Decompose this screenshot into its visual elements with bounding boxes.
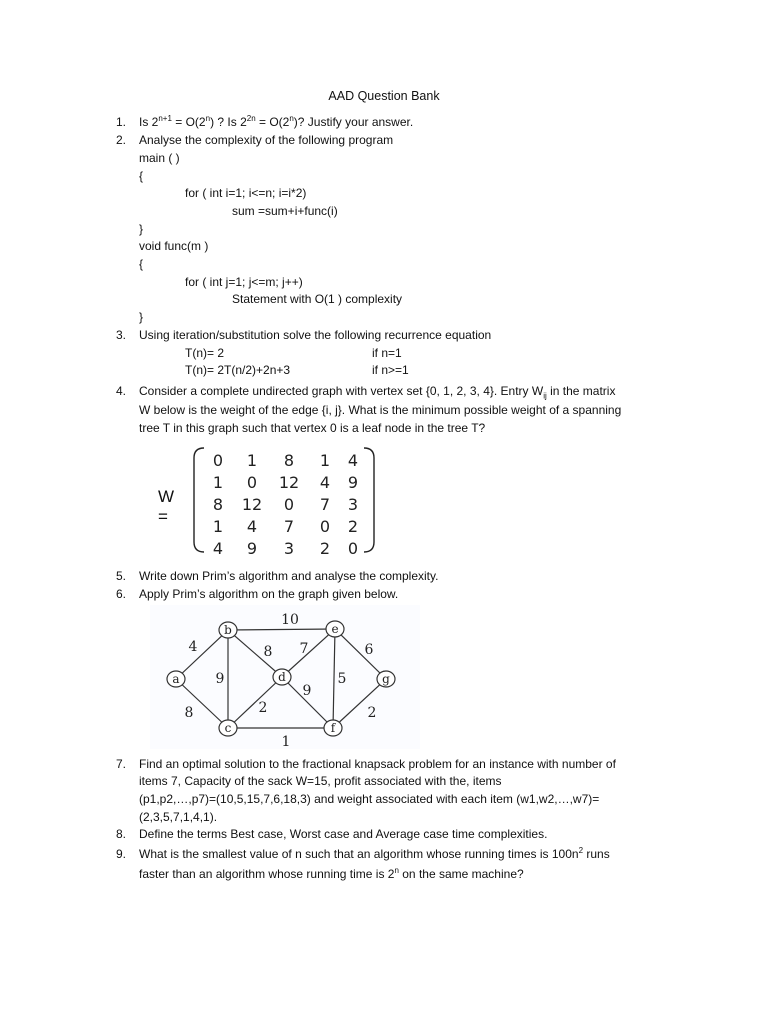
q7-text-line: (2,3,5,7,1,4,1). [139, 810, 218, 824]
q3-text: Using iteration/substitution solve the following recurrence equation [139, 328, 492, 342]
node-f-label: f [330, 721, 336, 735]
q2-number: 2. [116, 133, 127, 147]
matrix-cell: 4 [246, 517, 258, 536]
q6-text: Apply Prim’s algorithm on the graph given below. [139, 587, 399, 601]
q1-sup: n [205, 114, 211, 123]
q4-text-line: W below is the weight of the edge {i, j}. What is the minimum possible weight of a spanning [139, 403, 622, 417]
q4-text-line: tree T in this graph such that vertex 0 is a leaf node in the tree T? [139, 421, 486, 435]
matrix-cell: 1 [319, 451, 331, 470]
q1-part: = O(2 [171, 115, 206, 129]
matrix-cell: 4 [347, 451, 359, 470]
weight-fg: 2 [367, 705, 377, 721]
q4-sub: ij [543, 391, 547, 401]
matrix-cell: 3 [283, 539, 295, 558]
matrix-cell: 12 [241, 495, 263, 514]
prim-graph [150, 605, 420, 755]
matrix-cell: 3 [347, 495, 359, 514]
q4-part: Consider a complete undirected graph with vertex set {0, 1, 2, 3, 4}. Entry W [139, 384, 544, 398]
matrix-left-bracket [194, 448, 204, 552]
node-e-label: e [331, 622, 339, 636]
matrix-cell: 12 [278, 473, 300, 492]
matrix-cell: 2 [319, 539, 331, 558]
q1-text [139, 114, 413, 130]
weight-cf: 1 [281, 734, 291, 750]
q9-part: on the same machine? [398, 867, 524, 881]
matrix-right-bracket [364, 448, 374, 552]
matrix-cell: 9 [246, 539, 258, 558]
q9-sup: n [394, 866, 399, 875]
q4-part: in the matrix [546, 384, 616, 398]
q6-number: 6. [116, 587, 127, 601]
code-line: for ( int j=1; j<=m; j++) [185, 275, 303, 289]
code-line: void func(m ) [139, 239, 209, 253]
q1-sup: 2n [246, 114, 256, 123]
q8-number: 8. [116, 827, 127, 841]
matrix-cell: 0 [319, 517, 331, 536]
page-title: AAD Question Bank [328, 89, 440, 103]
weight-df: 9 [302, 683, 312, 699]
weight-ab: 4 [188, 639, 198, 655]
matrix-cell: 1 [246, 451, 258, 470]
code-line: sum =sum+i+func(i) [232, 204, 338, 218]
q9-part: runs [583, 847, 610, 861]
node-d-label: d [278, 670, 286, 684]
code-line: for ( int i=1; i<=n; i=i*2) [185, 186, 307, 200]
q1-part: Is 2 [139, 115, 159, 129]
weight-ac: 8 [184, 705, 194, 721]
node-b-label: b [224, 623, 232, 637]
q7-text-line: items 7, Capacity of the sack W=15, profit associated with the, items [139, 774, 502, 788]
matrix-cell: 7 [283, 517, 295, 536]
recurrence-condition-2: if n>=1 [372, 363, 409, 377]
matrix-cell: 0 [212, 451, 224, 470]
matrix-cell: 2 [347, 517, 359, 536]
matrix-cell: 8 [283, 451, 295, 470]
q9-part: faster than an algorithm whose running time is 2 [139, 867, 395, 881]
matrix-cell: 7 [319, 495, 331, 514]
q9-text-line [139, 866, 524, 882]
q5-text: Write down Prim’s algorithm and analyse the complexity. [139, 569, 439, 583]
code-line: { [139, 169, 144, 183]
code-line: main ( ) [139, 151, 180, 165]
recurrence-condition-1: if n=1 [372, 346, 402, 360]
matrix-cell: 9 [347, 473, 359, 492]
node-c-label: c [224, 721, 232, 735]
q9-sup: 2 [578, 846, 584, 855]
weight-be: 10 [281, 612, 299, 628]
weight-ef: 5 [337, 671, 347, 687]
q3-number: 3. [116, 328, 127, 342]
q7-text-line: (p1,p2,…,p7)=(10,5,15,7,6,18,3) and weight associated with each item (w1,w2,…,w7)= [139, 792, 600, 806]
q9-text [139, 846, 610, 862]
q1-part: = O(2 [255, 115, 290, 129]
q9-part: What is the smallest value of n such that an algorithm whose running times is 100n [139, 847, 579, 861]
q1-part: ) ? Is 2 [210, 115, 247, 129]
q9-number: 9. [116, 847, 127, 861]
recurrence-case-1: T(n)= 2 [185, 346, 225, 360]
q4-text [139, 383, 615, 399]
matrix-cell: 8 [212, 495, 224, 514]
q2-text: Analyse the complexity of the following program [139, 133, 394, 147]
code-line: } [139, 222, 144, 236]
matrix-cell: 4 [212, 539, 224, 558]
q4-number: 4. [116, 384, 127, 398]
q8-text: Define the terms Best case, Worst case and Average case time complexities. [139, 827, 548, 841]
node-a-label: a [172, 672, 180, 686]
weight-eg: 6 [364, 642, 374, 658]
matrix-cell: 4 [319, 473, 331, 492]
weight-cd: 2 [258, 700, 268, 716]
q7-number: 7. [116, 757, 127, 771]
matrix-svg [188, 440, 388, 560]
q7-text: Find an optimal solution to the fractional knapsack problem for an instance with number of [139, 757, 616, 771]
q1-sup: n+1 [158, 114, 172, 123]
matrix-cell: 0 [283, 495, 295, 514]
matrix-cell: 1 [212, 517, 224, 536]
q5-number: 5. [116, 569, 127, 583]
code-line: Statement with O(1 ) complexity [232, 292, 403, 306]
matrix-cell: 0 [347, 539, 359, 558]
code-line: { [139, 257, 144, 271]
q1-sup: n [289, 114, 294, 123]
code-line: } [139, 310, 144, 324]
matrix-cell: 1 [212, 473, 224, 492]
q1-number: 1. [116, 115, 127, 129]
node-g-label: g [382, 672, 390, 686]
matrix-label: W = [158, 487, 175, 526]
weight-bd: 8 [263, 644, 273, 660]
weight-bc: 9 [215, 671, 225, 687]
matrix-cell: 0 [246, 473, 258, 492]
q1-part: )? Justify your answer. [293, 115, 414, 129]
recurrence-case-2: T(n)= 2T(n/2)+2n+3 [185, 363, 291, 377]
weight-de: 7 [299, 641, 309, 657]
